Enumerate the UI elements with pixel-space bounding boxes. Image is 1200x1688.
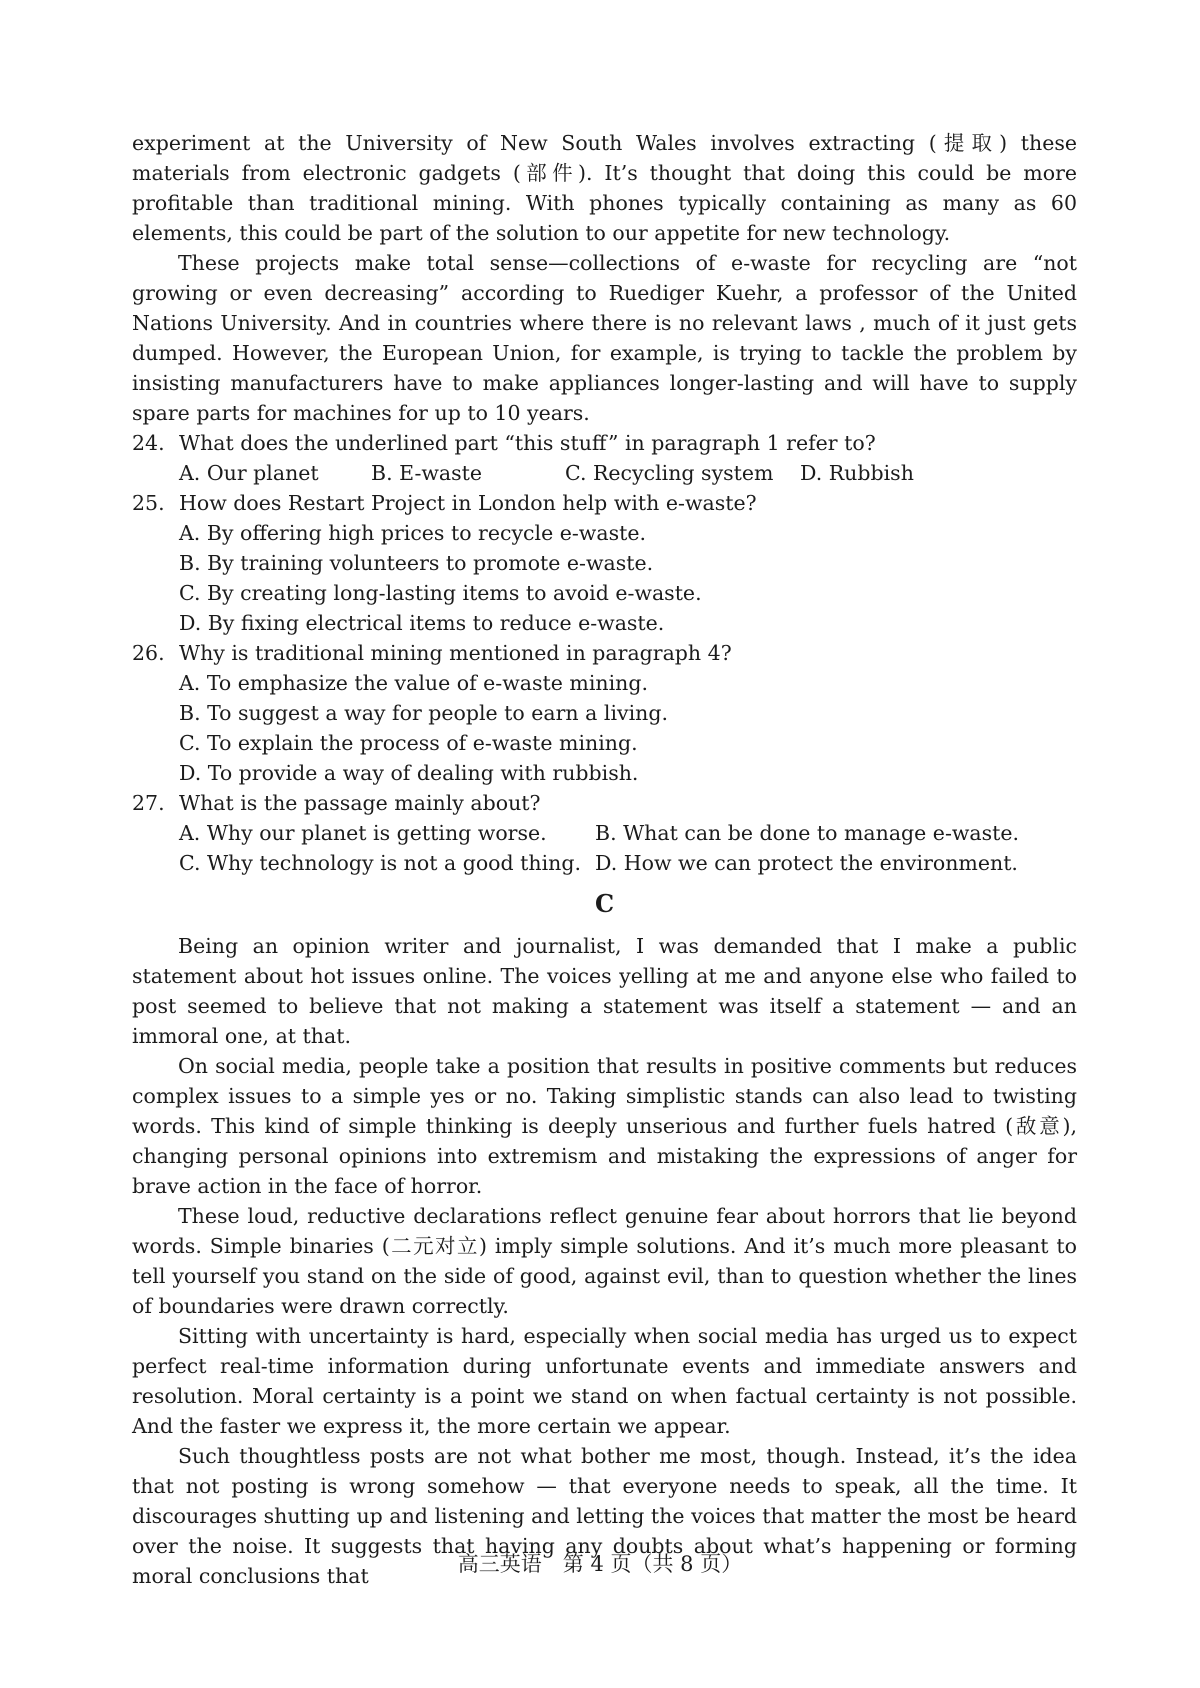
option-a: A. Why our planet is getting worse. bbox=[179, 821, 547, 845]
options-row bbox=[179, 458, 1077, 488]
option-d: D. How we can protect the environment. bbox=[595, 851, 1018, 875]
option-c: C. Why technology is not a good thing. bbox=[179, 851, 581, 875]
question-26 bbox=[132, 638, 1077, 788]
page-footer: 高三英语 第 4 页（共 8 页） bbox=[457, 1552, 743, 1576]
options-row bbox=[179, 848, 1077, 878]
option-d: D. Rubbish bbox=[800, 461, 914, 485]
option-c: C. By creating long-lasting items to avoid e-waste. bbox=[179, 581, 702, 605]
option-a: A. By offering high prices to recycle e-waste. bbox=[179, 521, 646, 545]
option-d: D. By fixing electrical items to reduce e-waste. bbox=[179, 611, 665, 635]
option-b: B. E-waste bbox=[371, 461, 483, 485]
question-number: 24. bbox=[132, 431, 165, 455]
question-24 bbox=[132, 428, 1077, 488]
paragraph-c-2: On social media, people take a position that results in positive comments but reduces complex issues to a simple yes or no. Taking simplistic stands can also lead to twisting words. This kind of simple thinking is deeply unserious and further fuels hatred (敌意), changing personal opinions into extremism and mistaking the expressions of anger for brave action in the face of horror. bbox=[132, 1054, 1077, 1198]
option-a: A. Our planet bbox=[179, 461, 319, 485]
paragraph-b-final: These projects make total sense—collections of e-waste for recycling are “not growing or even decreasing” according to Ruediger Kuehr, a professor of the United Nations University. And in countries where there is no relevant laws , much of it just gets dumped. However, the European Union, for example, is trying to tackle the problem by insisting manufacturers have to make appliances longer-lasting and will have to supply spare parts for machines for up to 10 years. bbox=[132, 251, 1077, 425]
question-text: What does the underlined part “this stuff” in paragraph 1 refer to? bbox=[179, 431, 876, 455]
paragraph-c-4: Sitting with uncertainty is hard, especially when social media has urged us to expect perfect real-time information during unfortunate events and immediate answers and resolution. Moral certainty is a point we stand on when factual certainty is not possible. And the faster we express it, the more certain we appear. bbox=[132, 1324, 1077, 1438]
option-d: D. To provide a way of dealing with rubbish. bbox=[179, 761, 639, 785]
paragraph-b-continued: experiment at the University of New South Wales involves extracting (提取) these materials from electronic gadgets (部件). It’s thought that doing this could be more profitable than traditional mining. With phones typically containing as many as 60 elements, this could be part of the solution to our appetite for new technology. bbox=[132, 131, 1077, 245]
option-b: B. By training volunteers to promote e-waste. bbox=[179, 551, 654, 575]
question-text: How does Restart Project in London help with e-waste? bbox=[179, 491, 757, 515]
option-b: B. To suggest a way for people to earn a living. bbox=[179, 701, 668, 725]
option-b: B. What can be done to manage e-waste. bbox=[595, 821, 1020, 845]
options-row bbox=[179, 818, 1077, 848]
question-27 bbox=[132, 788, 1077, 878]
question-number: 25. bbox=[132, 491, 165, 515]
question-25 bbox=[132, 488, 1077, 638]
question-text: Why is traditional mining mentioned in paragraph 4? bbox=[179, 641, 732, 665]
option-a: A. To emphasize the value of e-waste mining. bbox=[179, 671, 648, 695]
paragraph-c-3: These loud, reductive declarations reflect genuine fear about horrors that lie beyond words. Simple binaries (二元对立) imply simple solutions. And it’s much more pleasant to tell yourself you stand on the side of good, against evil, than to question whether the lines of boundaries were drawn correctly. bbox=[132, 1204, 1077, 1318]
section-heading-c: C bbox=[594, 889, 615, 918]
question-number: 26. bbox=[132, 641, 165, 665]
paragraph-c-5: Such thoughtless posts are not what bother me most, though. Instead, it’s the idea that not posting is wrong somehow — that everyone needs to speak, all the time. It discourages shutting up and listening and letting the voices that matter the most be heard over the noise. It suggests that having any doubts about what’s happening or forming moral conclusions that bbox=[132, 1444, 1077, 1588]
paragraph-c-1: Being an opinion writer and journalist, I was demanded that I make a public statement about hot issues online. The voices yelling at me and anyone else who failed to post seemed to believe that not making a statement was itself a statement — and an immoral one, at that. bbox=[132, 934, 1077, 1048]
option-c: C. Recycling system bbox=[565, 461, 774, 485]
page-content bbox=[132, 128, 1077, 1591]
question-text: What is the passage mainly about? bbox=[179, 791, 541, 815]
option-c: C. To explain the process of e-waste mining. bbox=[179, 731, 638, 755]
question-number: 27. bbox=[132, 791, 165, 815]
